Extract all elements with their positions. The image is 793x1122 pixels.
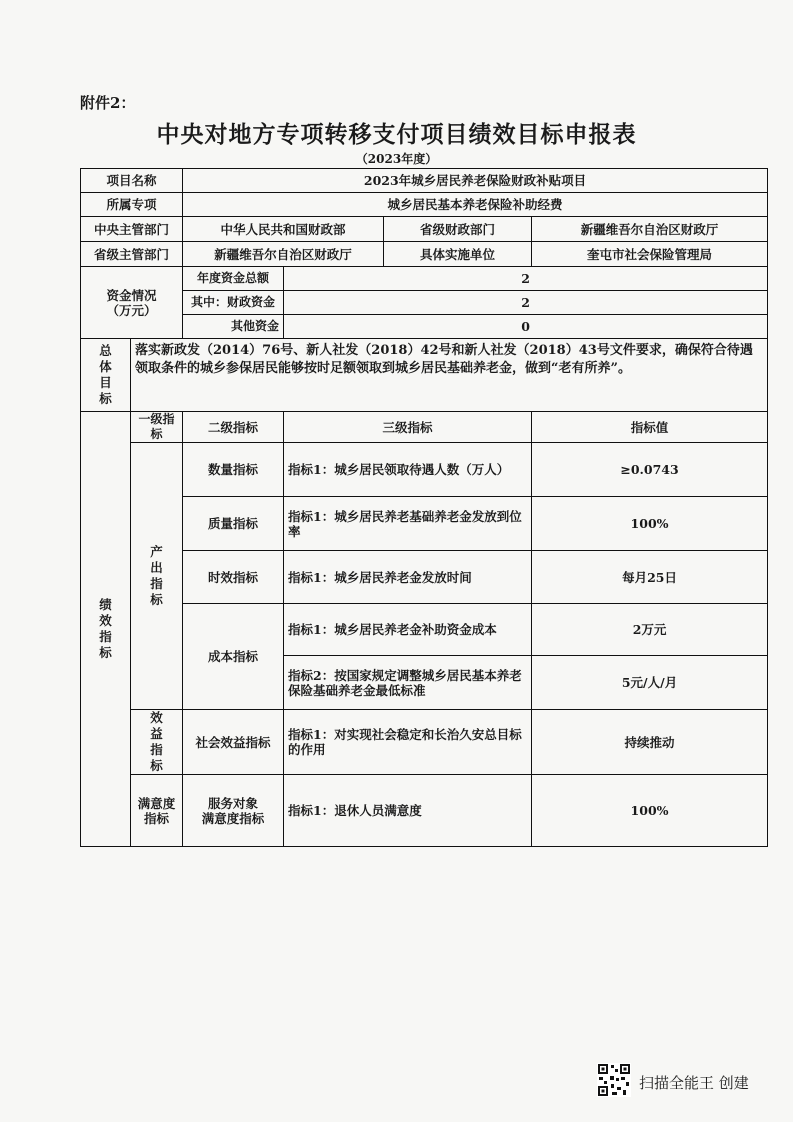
- funds-label: [81, 267, 183, 339]
- prov-finance-value: 新疆维吾尔自治区财政厅: [532, 217, 768, 242]
- cost-text-1: 指标1：城乡居民养老金补助资金成本: [284, 604, 532, 656]
- year-label: （2023年度）: [355, 152, 438, 166]
- funds-label-line1: 资金情况: [106, 287, 157, 303]
- satisfaction-text: 指标1：退休人员满意度: [284, 775, 532, 847]
- funds-label-line2: （万元）: [106, 302, 157, 318]
- quantity-value: ≥0.0743: [532, 443, 768, 497]
- time-label: 时效指标: [183, 551, 284, 604]
- fiscal-funds-label: 其中：财政资金: [183, 291, 284, 315]
- prov-dept-value: 新疆维吾尔自治区财政厅: [183, 242, 384, 267]
- fiscal-funds-value: 2: [284, 291, 768, 315]
- central-dept-label: 中央主管部门: [81, 217, 183, 242]
- impl-unit-value: 奎屯市社会保险管理局: [532, 242, 768, 267]
- cost-label: 成本指标: [183, 604, 284, 710]
- cost-text-2: 指标2：按国家规定调整城乡居民基本养老保险基础养老金最低标准: [284, 656, 532, 710]
- quantity-text: 指标1：城乡居民领取待遇人数（万人）: [284, 443, 532, 497]
- header-level1: 一级指标: [131, 412, 183, 443]
- central-dept-value: 中华人民共和国财政部: [183, 217, 384, 242]
- satisfaction-sub-label: 服务对象 满意度指标: [183, 775, 284, 847]
- output-label: 产 出 指 标: [131, 443, 183, 710]
- goal-text: 落实新政发（2014）76号、新人社发（2018）42号和新人社发（2018）43号文件要求，确保符合待遇领取条件的城乡参保居民能够按时足额领取到城乡居民基础养老金，做到“老有所养”。: [131, 339, 768, 412]
- special-value: 城乡居民基本养老保险补助经费: [183, 193, 768, 217]
- header-level3: 三级指标: [284, 412, 532, 443]
- prov-finance-label: 省级财政部门: [384, 217, 532, 242]
- performance-label: 绩 效 指 标: [81, 412, 131, 847]
- page-title: 中央对地方专项转移支付项目绩效目标申报表: [156, 121, 637, 148]
- cost-value-2: 5元/人/月: [532, 656, 768, 710]
- satisfaction-value: 100%: [532, 775, 768, 847]
- time-value: 每月25日: [532, 551, 768, 604]
- annual-funds-value: 2: [284, 267, 768, 291]
- scanner-watermark: [597, 1063, 777, 1103]
- other-funds-label: 其他资金: [183, 315, 284, 339]
- attachment-label: 附件2：: [80, 94, 136, 112]
- scanner-watermark-text: 扫描全能王 创建: [639, 1074, 749, 1092]
- quality-label: 质量指标: [183, 497, 284, 551]
- project-name-value: 2023年城乡居民养老保险财政补贴项目: [183, 169, 768, 193]
- quality-value: 100%: [532, 497, 768, 551]
- annual-funds-label: 年度资金总额: [183, 267, 284, 291]
- goal-label: 总 体 目 标: [81, 339, 131, 412]
- project-name-label: 项目名称: [81, 169, 183, 193]
- performance-goal-table: [80, 168, 768, 847]
- cost-value-1: 2万元: [532, 604, 768, 656]
- social-benefit-text: 指标1：对实现社会稳定和长治久安总目标的作用: [284, 710, 532, 775]
- prov-dept-label: 省级主管部门: [81, 242, 183, 267]
- quality-text: 指标1：城乡居民养老基础养老金发放到位率: [284, 497, 532, 551]
- special-label: 所属专项: [81, 193, 183, 217]
- header-level2: 二级指标: [183, 412, 284, 443]
- header-value: 指标值: [532, 412, 768, 443]
- social-benefit-value: 持续推动: [532, 710, 768, 775]
- other-funds-value: 0: [284, 315, 768, 339]
- quantity-label: 数量指标: [183, 443, 284, 497]
- benefit-label: 效 益 指 标: [131, 710, 183, 775]
- social-benefit-label: 社会效益指标: [183, 710, 284, 775]
- impl-unit-label: 具体实施单位: [384, 242, 532, 267]
- qr-code-icon: [597, 1063, 631, 1097]
- time-text: 指标1：城乡居民养老金发放时间: [284, 551, 532, 604]
- satisfaction-label: 满意度 指标: [131, 775, 183, 847]
